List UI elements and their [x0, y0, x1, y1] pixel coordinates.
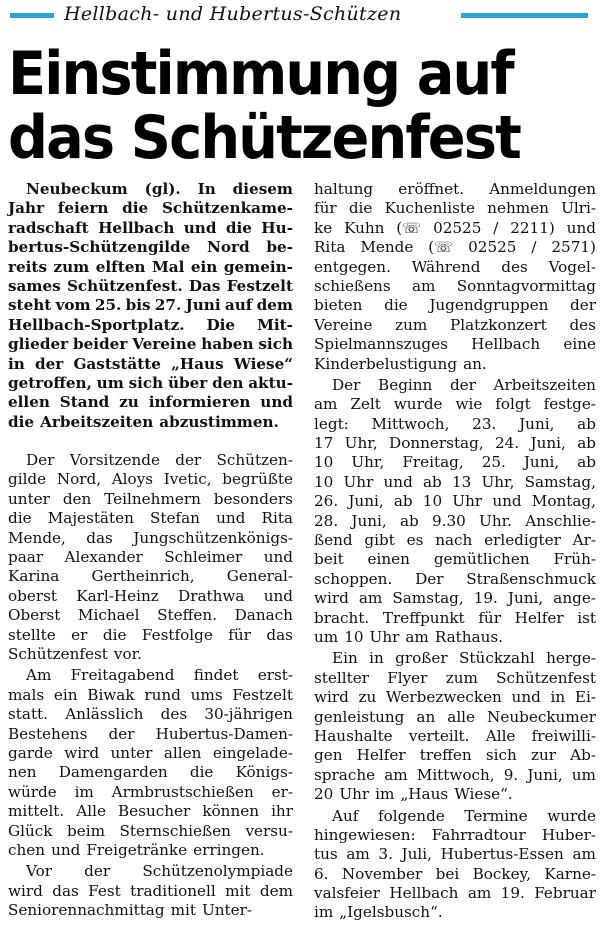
text-line: 26. Juni, ab 10 Uhr und Montag,: [314, 492, 596, 511]
paragraph: [314, 376, 596, 647]
lead-paragraph: [8, 180, 293, 432]
text-line: Am Freitagabend findet erst-: [26, 666, 293, 685]
text-line: für die Kuchenliste nehmen Ulri-: [314, 199, 596, 218]
text-line: 10 Uhr, Freitag, 25. Juni, ab: [314, 453, 596, 472]
text-line: 28. Juni, ab 9.30 Uhr. Anschlie-: [314, 511, 596, 530]
text-line: ßend gibt es nach erledigter Ar-: [314, 531, 596, 550]
text-line: Rita Mende (☏ 02525 / 2571): [314, 238, 596, 257]
text-line: ke Kuhn (☏ 02525 / 2211) und: [314, 218, 596, 237]
text-line: Schützenfest vor.: [8, 644, 143, 663]
text-line: tus am 3. Juli, Hubertus-Essen am: [314, 845, 596, 864]
text-line: sprache am Mittwoch, 9. Juni, um: [314, 765, 596, 784]
text-line: würde im Armbrustschießen er-: [8, 782, 293, 801]
text-line: statt. Anlässlich des 30-jährigen: [8, 705, 293, 724]
text-line: Seniorennachmittag mit Unter-: [8, 901, 253, 920]
kicker-text: Hellbach- und Hubertus-Schützen: [64, 3, 402, 25]
text-line: im „Igelsbusch“.: [314, 903, 443, 922]
text-line: Auf folgende Termine wurde: [332, 806, 596, 825]
kicker-rule-left: [10, 13, 54, 18]
text-line: wird das Fest traditionell mit dem: [8, 881, 293, 900]
paragraph: [8, 451, 293, 664]
headline: [8, 39, 557, 173]
text-line: gen Helfer treffen sich zur Ab-: [314, 746, 596, 765]
text-line: Kinderbelustigung an.: [314, 354, 487, 373]
text-line: Haushalte verteilt. Alle freiwilli-: [314, 726, 596, 745]
kicker-rule-right: [461, 13, 588, 18]
text-line: Jahr feiern die Schützenkame-: [8, 199, 293, 218]
text-line: legt: Mittwoch, 23. Juni, ab: [314, 414, 596, 433]
text-line: beit einen gemütlichen Früh-: [314, 550, 596, 569]
text-line: paar Alexander Schleimer und: [8, 548, 293, 567]
text-line: Ein in großer Stückzahl herge-: [332, 649, 596, 668]
text-line: wird zu Werbezwecken und in Ei-: [314, 688, 596, 707]
text-line: Vereine zum Platzkonzert des: [314, 315, 596, 334]
text-line: bracht. Treffpunkt für Helfer ist: [314, 608, 596, 627]
paragraph: [8, 862, 293, 920]
text-line: Karina Gertheinrich, General-: [8, 567, 293, 586]
text-line: valsfeier Hellbach am 19. Februar: [314, 884, 596, 903]
text-line: genleistung an alle Neubeckumer: [314, 707, 596, 726]
text-line: bertus-Schützengilde Nord be-: [8, 238, 293, 257]
text-line: 17 Uhr, Donnerstag, 24. Juni, ab: [314, 434, 596, 453]
headline-line-1: Einstimmung auf: [8, 39, 513, 109]
article-column-right: [314, 180, 596, 923]
text-line: Neubeckum (gl). In diesem: [26, 180, 293, 198]
text-line: die Majestäten Stefan und Rita: [8, 509, 293, 528]
text-line: chen und Freigetränke erringen.: [8, 840, 265, 859]
text-line: sames Schützenfest. Das Festzelt: [8, 276, 293, 295]
text-line: 6. November bei Bockey, Karne-: [314, 864, 596, 883]
text-line: radschaft Hellbach und die Hu-: [8, 218, 293, 237]
text-line: mittelt. Alle Besucher können ihr: [8, 802, 293, 821]
text-line: Oberst Michael Steffen. Danach: [8, 606, 293, 625]
text-line: steht vom 25. bis 27. Juni auf dem: [8, 296, 293, 315]
text-line: stellte er die Festfolge für das: [8, 625, 293, 644]
headline-line-2: das Schützenfest: [8, 103, 520, 173]
kicker-bar: [0, 0, 600, 32]
text-line: in der Gaststätte „Haus Wiese“: [8, 354, 293, 373]
text-line: ellen Stand zu informieren und: [8, 393, 293, 412]
text-line: Spielmannszuges Hellbach eine: [314, 335, 596, 354]
paragraph: [314, 807, 596, 923]
text-line: 10 Uhr und ab 13 Uhr, Samstag,: [314, 472, 596, 491]
text-line: wird am Samstag, 19. Juni, ange-: [314, 589, 596, 608]
text-line: um 10 Uhr am Rathaus.: [314, 627, 504, 646]
text-line: nen Damengarden die Königs-: [8, 763, 293, 782]
text-line: mals ein Biwak rund ums Festzelt: [8, 685, 293, 704]
text-line: Der Beginn der Arbeitszeiten: [332, 375, 596, 394]
text-line: Bestehens der Hubertus-Damen-: [8, 724, 293, 743]
text-line: bieten die Jugendgruppen der: [314, 296, 596, 315]
text-line: oberst Karl-Heinz Drathwa und: [8, 586, 293, 605]
text-line: entgegen. Während des Vogel-: [314, 257, 596, 276]
text-line: schoppen. Der Straßenschmuck: [314, 569, 596, 588]
text-line: 20 Uhr im „Haus Wiese“.: [314, 785, 513, 804]
text-line: die Arbeitszeiten abzustimmen.: [8, 412, 279, 431]
text-line: haltung eröffnet. Anmeldungen: [314, 180, 596, 198]
text-line: garde wird unter allen eingelade-: [8, 743, 293, 762]
article-column-left: [8, 180, 293, 920]
text-line: getroffen, um sich über den aktu-: [8, 373, 293, 392]
text-line: schießens am Sonntagvormittag: [314, 276, 596, 295]
text-line: am Zelt wurde wie folgt festge-: [314, 395, 596, 414]
text-line: hingewiesen: Fahrradtour Huber-: [314, 825, 596, 844]
text-line: gilde Nord, Aloys Ivetic, begrüßte: [8, 470, 293, 489]
text-line: Hellbach-Sportplatz. Die Mit-: [8, 315, 293, 334]
paragraph: [8, 666, 293, 860]
paragraph: [314, 180, 596, 374]
text-line: Glück beim Sternschießen versu-: [8, 821, 293, 840]
text-line: unter den Teilnehmern besonders: [8, 489, 293, 508]
text-line: Der Vorsitzende der Schützen-: [26, 451, 293, 470]
text-line: Vor der Schützenolympiade: [26, 862, 293, 881]
paragraph: [314, 649, 596, 804]
text-line: glieder beider Vereine haben sich: [8, 335, 293, 354]
text-line: reits zum elften Mal ein gemein-: [8, 257, 293, 276]
text-line: Mende, das Jungschützenkönigs-: [8, 528, 293, 547]
text-line: stellter Flyer zum Schützenfest: [314, 668, 596, 687]
